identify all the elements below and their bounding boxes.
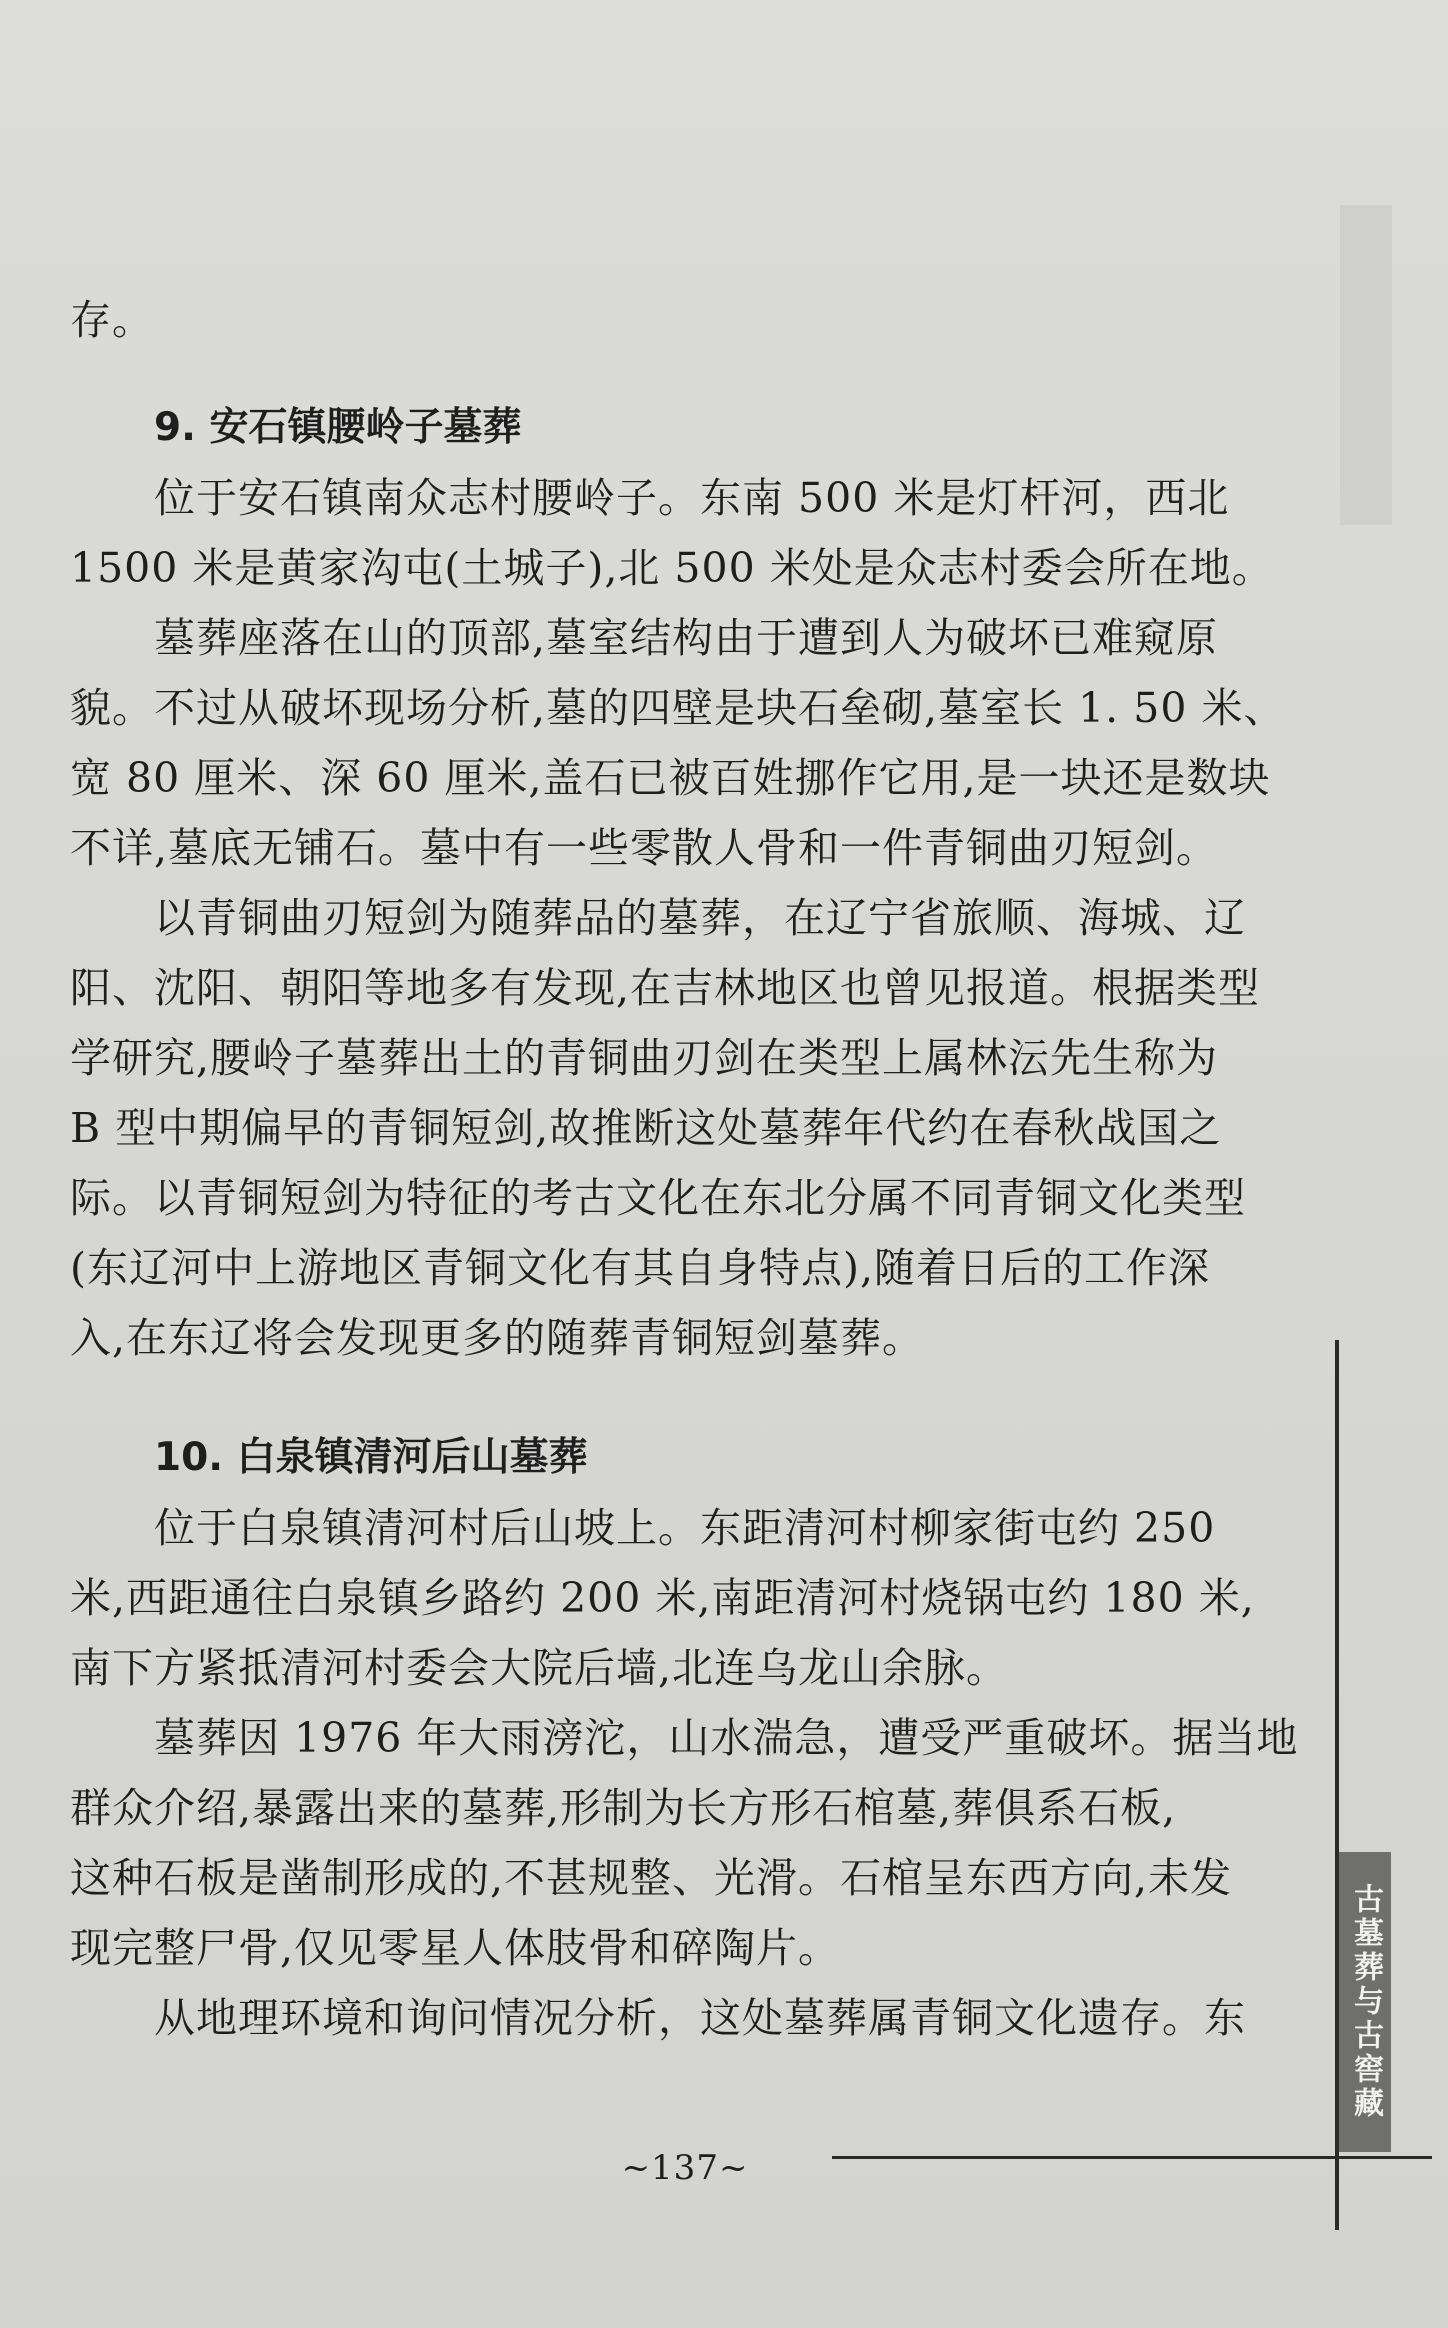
text-line: 从地理环境和询问情况分析，这处墓葬属青铜文化遗存。东 <box>154 1994 1246 2042</box>
text-line: 不详,墓底无铺石。墓中有一些零散人骨和一件青铜曲刃短剑。 <box>70 824 1219 872</box>
text-line: 存。 <box>70 296 154 344</box>
text-line: 墓葬座落在山的顶部,墓室结构由于遭到人为破坏已难窥原 <box>154 614 1219 662</box>
side-tab-shadow <box>1340 205 1392 525</box>
text-line: 位于安石镇南众志村腰岭子。东南 500 米是灯杆河，西北 <box>154 474 1230 522</box>
text-line: 宽 80 厘米、深 60 厘米,盖石已被百姓挪作它用,是一块还是数块 <box>70 754 1271 802</box>
chapter-side-tab-label: 古墓葬与古窖藏 <box>1348 1883 1383 2121</box>
body-text <box>70 285 1299 2053</box>
text-line: 现完整尸骨,仅见零星人体肢骨和碎陶片。 <box>70 1924 841 1972</box>
text-line: 学研究,腰岭子墓葬出土的青铜曲刃剑在类型上属林沄先生称为 <box>70 1034 1219 1082</box>
page-number: ~137~ <box>621 2148 749 2188</box>
text-line: 这种石板是凿制形成的,不甚规整、光滑。石棺呈东西方向,未发 <box>70 1854 1233 1902</box>
section-heading: 10. 白泉镇清河后山墓葬 <box>154 1435 588 1480</box>
text-line: 貌。不过从破坏现场分析,墓的四壁是块石垒砌,墓室长 1. 50 米、 <box>70 684 1286 732</box>
text-line: B 型中期偏早的青铜短剑,故推断这处墓葬年代约在春秋战国之 <box>70 1104 1222 1152</box>
text-line: 以青铜曲刃短剑为随葬品的墓葬，在辽宁省旅顺、海城、辽 <box>154 894 1246 942</box>
text-line: 际。以青铜短剑为特征的考古文化在东北分属不同青铜文化类型 <box>70 1174 1246 1222</box>
text-line: 阳、沈阳、朝阳等地多有发现,在吉林地区也曾见报道。根据类型 <box>70 964 1261 1012</box>
chapter-side-tab <box>1339 1852 1391 2152</box>
footer-rule <box>832 2156 1432 2159</box>
text-line: 1500 米是黄家沟屯(土城子),北 500 米处是众志村委会所在地。 <box>70 544 1274 592</box>
section-heading: 9. 安石镇腰岭子墓葬 <box>154 405 522 450</box>
text-line: 位于白泉镇清河村后山坡上。东距清河村柳家街屯约 250 <box>154 1504 1216 1552</box>
text-line: (东辽河中上游地区青铜文化有其自身特点),随着日后的工作深 <box>70 1244 1211 1292</box>
text-line: 入,在东辽将会发现更多的随葬青铜短剑墓葬。 <box>70 1314 925 1362</box>
text-line: 群众介绍,暴露出来的墓葬,形制为长方形石棺墓,葬俱系石板, <box>70 1784 1177 1832</box>
text-line: 米,西距通往白泉镇乡路约 200 米,南距清河村烧锅屯约 180 米, <box>70 1574 1255 1622</box>
text-line: 南下方紧抵清河村委会大院后墙,北连乌龙山余脉。 <box>70 1644 1009 1692</box>
text-line: 墓葬因 1976 年大雨滂沱，山水湍急，遭受严重破坏。据当地 <box>154 1714 1299 1762</box>
